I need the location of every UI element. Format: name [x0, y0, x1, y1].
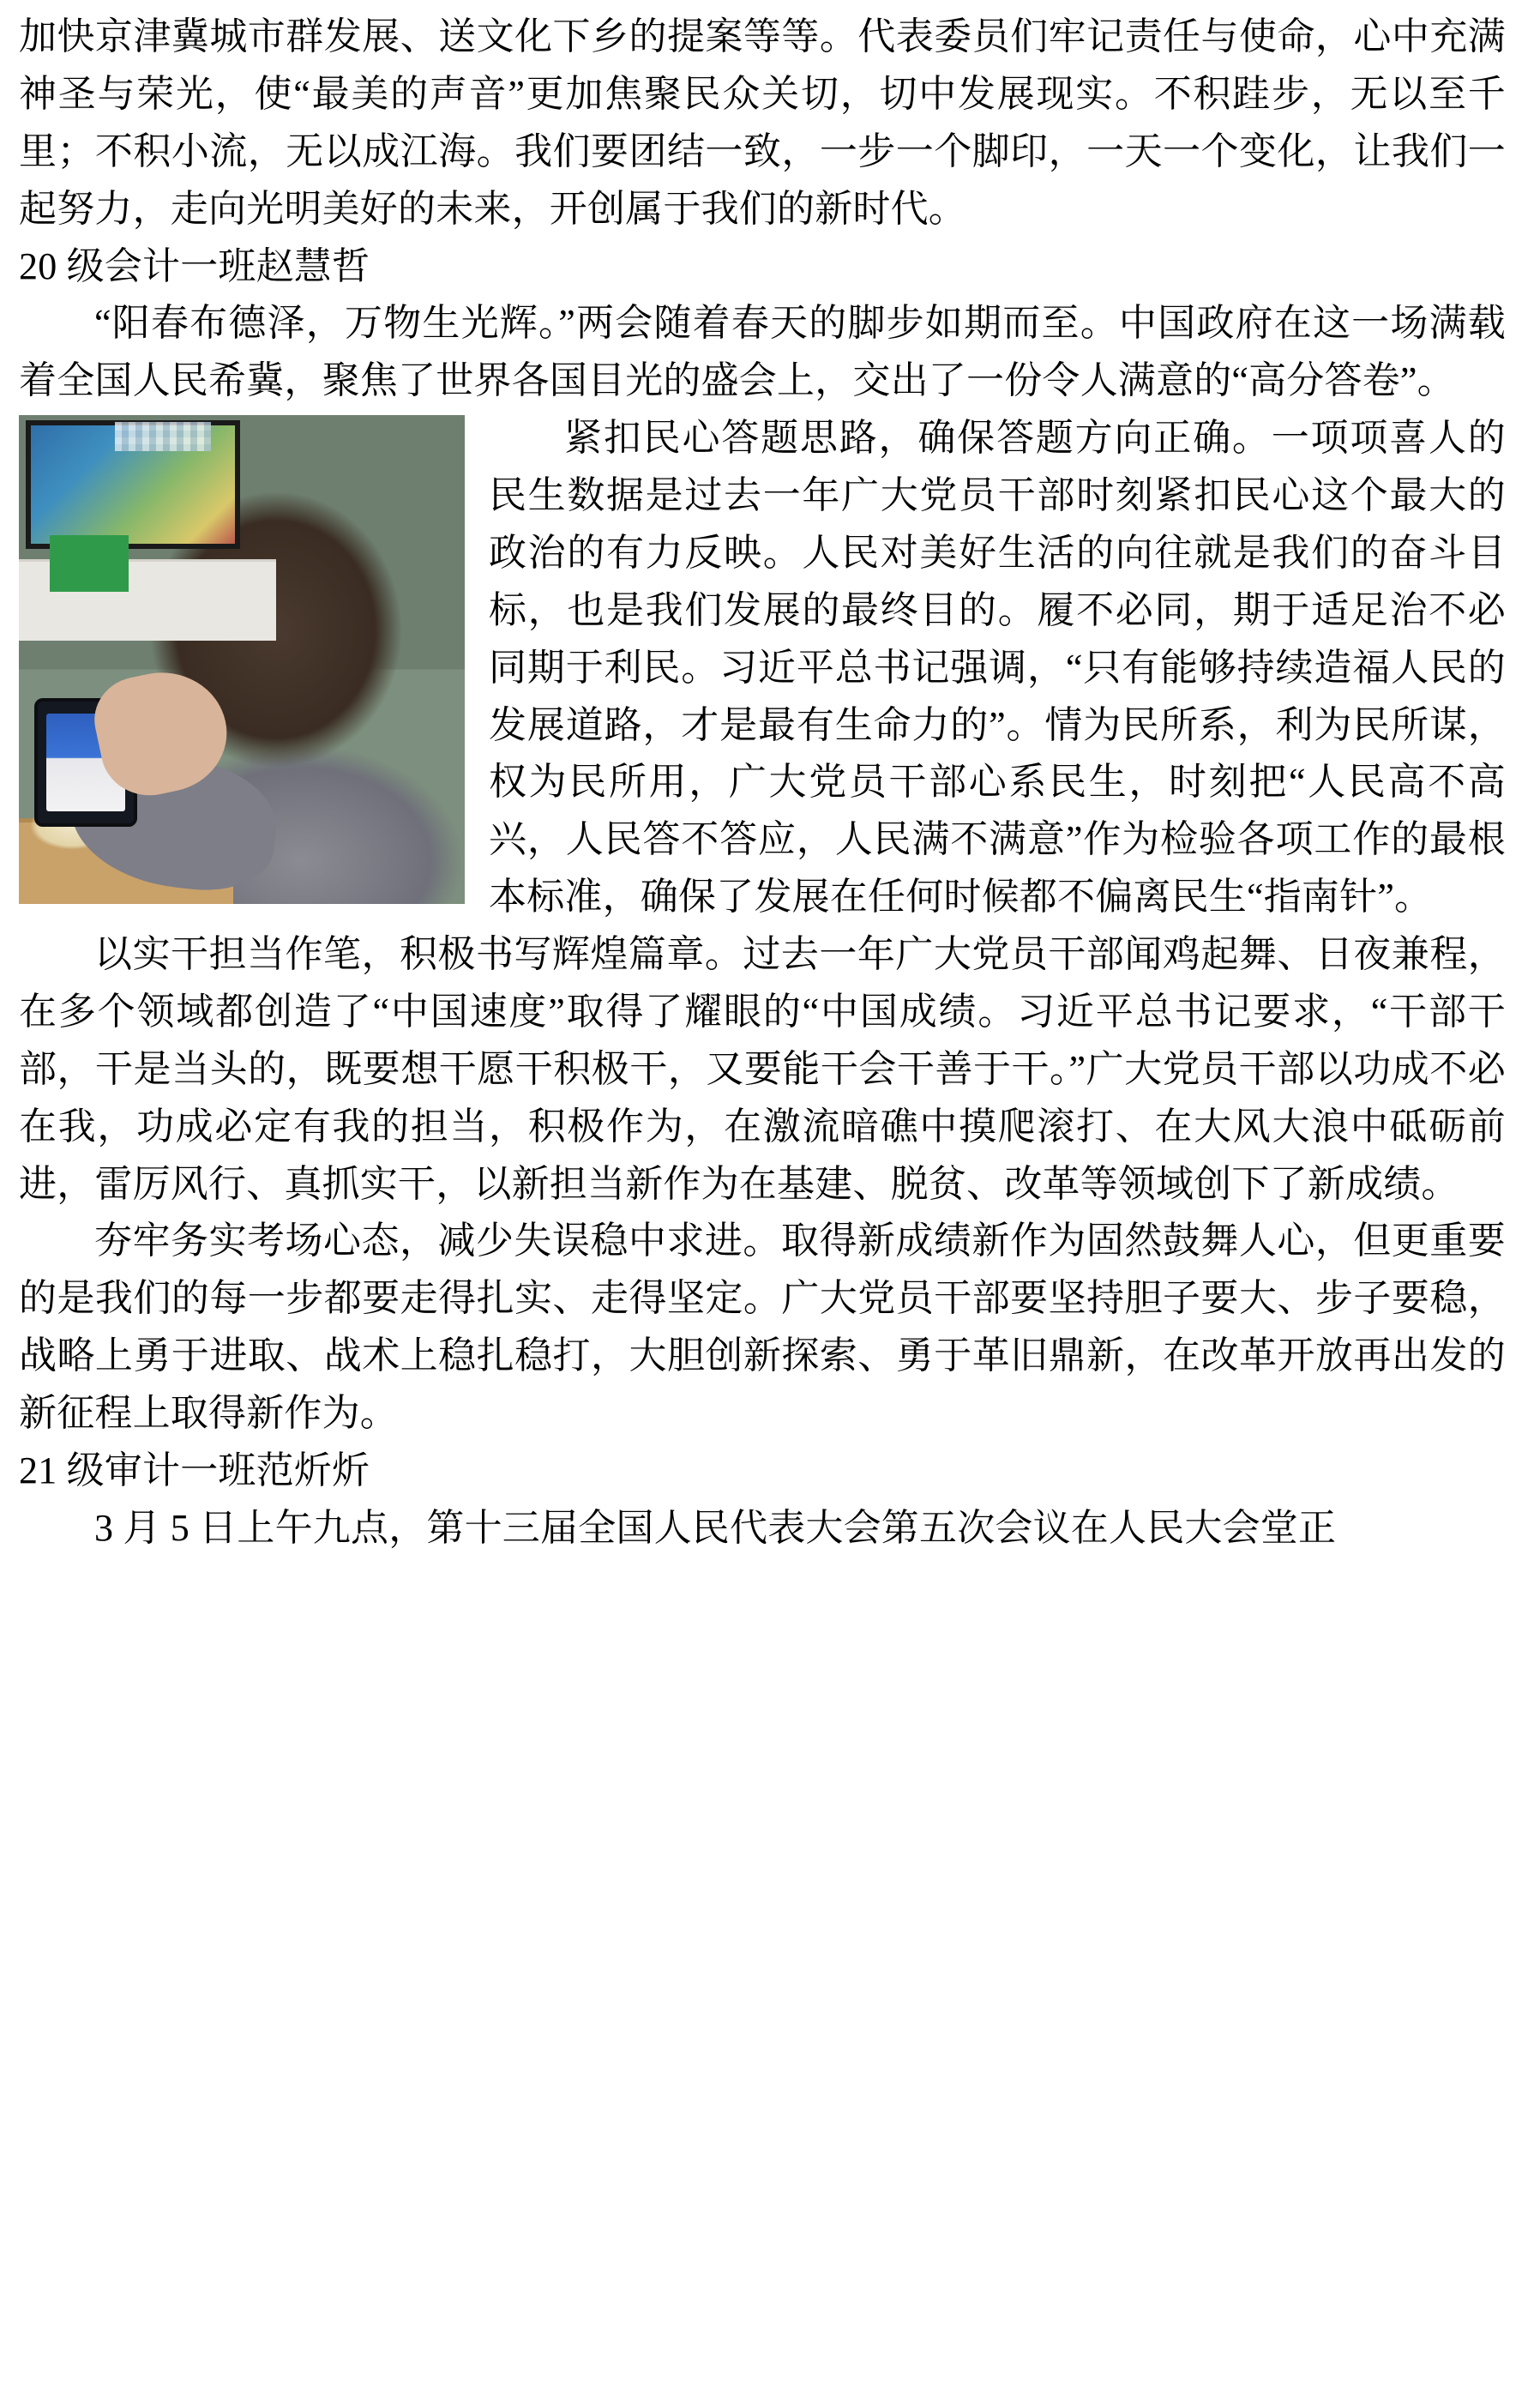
paragraph: 以实干担当作笔，积极书写辉煌篇章。过去一年广大党员干部闻鸡起舞、日夜兼程，在多个领域都创造了“中国速度”取得了耀眼的“中国成绩。习近平总书记要求，“干部干部，干是当头的，既要想干愿干积极干，又要能干会干善于干。”广大党员干部以功成不必在我，功成必定有我的担当，积极作为，在激流暗礁中摸爬滚打、在大风大浪中砥砺前进，雷厉风行、真抓实干，以新担当新作为在基建、脱贫、改革等领域创下了新成绩。: [19, 933, 1506, 1205]
author-line-zhao: 20 级会计一班赵慧哲: [19, 244, 370, 287]
paragraph: 3 月 5 日上午九点，第十三届全国人民代表大会第五次会议在人民大会堂正: [94, 1506, 1337, 1549]
blurred-region: [115, 422, 211, 451]
paragraph: 紧扣民心答题思路，确保答题方向正确。一项项喜人的民生数据是过去一年广大党员干部时刻紧扣民心这个最大的政治的有力反映。人民对美好生活的向往就是我们的奋斗目标，也是我们发展的最终目的。履不必同，期于适足治不必同期于利民。习近平总书记强调，“只有能够持续造福人民的发展道路，才是最有生命力的”。情为民所系，利为民所谋，权为民所用，广大党员干部心系民生，时刻把“人民高不高兴，人民答不答应，人民满不满意”作为检验各项工作的最根本标准，确保了发展在任何时候都不偏离民生“指南针”。: [489, 417, 1506, 919]
paragraph: “阳春布德泽，万物生光辉。”两会随着春天的脚步如期而至。中国政府在这一场满载着全国人民希冀，聚焦了世界各国目光的盛会上，交出了一份令人满意的“高分答卷”。: [19, 302, 1506, 402]
paragraph: 夯牢务实考场心态，减少失误稳中求进。取得新成绩新作为固然鼓舞人心，但更重要的是我们的每一步都要走得扎实、走得坚定。广大党员干部要坚持胆子要大、步子要稳，战略上勇于进取、战术上稳扎稳打，大胆创新探索、勇于革旧鼎新，在改革开放再出发的新征程上取得新作为。: [19, 1220, 1506, 1434]
toy-blocks: [50, 535, 129, 592]
document-body: [19, 9, 1506, 1557]
inline-photo: [19, 415, 465, 904]
author-line-fan: 21 级审计一班范炘炘: [19, 1449, 370, 1491]
paragraph: 加快京津冀城市群发展、送文化下乡的提案等等。代表委员们牢记责任与使命，心中充满神圣与荣光，使“最美的声音”更加焦聚民众关切，切中发展现实。不积跬步，无以至千里；不积小流，无以成江海。我们要团结一致，一步一个脚印，一天一个变化，让我们一起努力，走向光明美好的未来，开创属于我们的新时代。: [19, 15, 1506, 230]
